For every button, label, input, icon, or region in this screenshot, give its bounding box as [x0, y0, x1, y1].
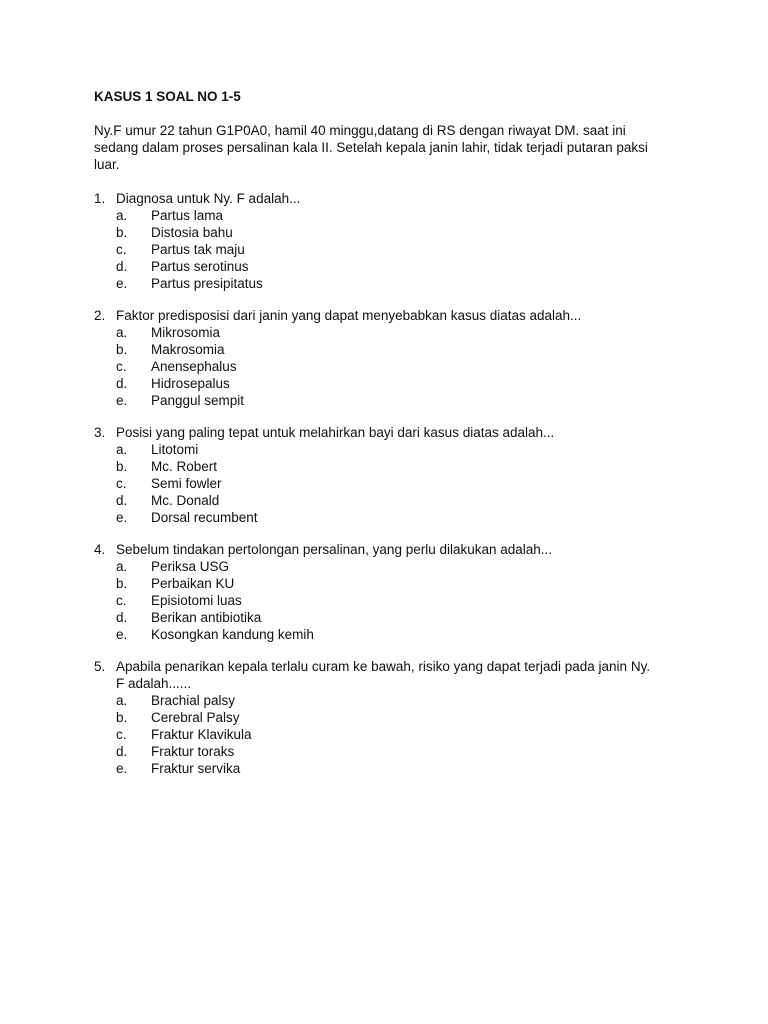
- option-text: Fraktur Klavikula: [151, 727, 252, 742]
- option-text: Fraktur toraks: [151, 744, 235, 759]
- option-text: Fraktur servika: [151, 761, 241, 776]
- question-2: [94, 307, 654, 409]
- option-letter: a.: [116, 442, 128, 457]
- question-header: [94, 190, 654, 207]
- answer-option: [94, 358, 654, 375]
- option-letter: e.: [116, 627, 128, 642]
- answer-option: [94, 275, 654, 292]
- option-text: Berikan antibiotika: [151, 610, 262, 625]
- document-title: KASUS 1 SOAL NO 1-5: [94, 89, 241, 104]
- answer-option: [94, 207, 654, 224]
- option-letter: a.: [116, 559, 128, 574]
- question-header: [94, 307, 654, 324]
- option-letter: c.: [116, 476, 127, 491]
- question-5: [94, 658, 654, 777]
- answer-option: [94, 626, 654, 643]
- answer-option: [94, 692, 654, 709]
- option-letter: e.: [116, 761, 128, 776]
- question-number: 5.: [94, 659, 106, 674]
- question-text: Sebelum tindakan pertolongan persalinan, yang perlu dilakukan adalah...: [116, 542, 553, 557]
- answer-option: [94, 726, 654, 743]
- option-text: Dorsal recumbent: [151, 510, 258, 525]
- answer-options: [94, 324, 654, 409]
- answer-option: [94, 375, 654, 392]
- option-letter: a.: [116, 693, 128, 708]
- option-text: Periksa USG: [151, 559, 230, 574]
- option-text: Distosia bahu: [151, 225, 233, 240]
- option-letter: a.: [116, 208, 128, 223]
- answer-option: [94, 341, 654, 358]
- option-text: Hidrosepalus: [151, 376, 230, 391]
- option-letter: d.: [116, 259, 128, 274]
- option-letter: d.: [116, 744, 128, 759]
- answer-option: [94, 592, 654, 609]
- option-text: Cerebral Palsy: [151, 710, 240, 725]
- option-letter: b.: [116, 576, 128, 591]
- document-page: [94, 88, 654, 792]
- option-text: Perbaikan KU: [151, 576, 235, 591]
- question-text: Apabila penarikan kepala terlalu curam ke bawah, risiko yang dapat terjadi pada janin Ny. F adalah......: [116, 659, 651, 691]
- question-number: 3.: [94, 425, 106, 440]
- option-letter: d.: [116, 376, 128, 391]
- question-header: [94, 658, 654, 692]
- option-letter: b.: [116, 342, 128, 357]
- question-number: 2.: [94, 308, 106, 323]
- option-text: Anensephalus: [151, 359, 237, 374]
- question-number: 1.: [94, 191, 106, 206]
- question-text: Posisi yang paling tepat untuk melahirkan bayi dari kasus diatas adalah...: [116, 425, 555, 440]
- answer-option: [94, 241, 654, 258]
- option-letter: e.: [116, 276, 128, 291]
- question-header: [94, 541, 654, 558]
- answer-options: [94, 558, 654, 643]
- answer-option: [94, 609, 654, 626]
- answer-option: [94, 743, 654, 760]
- answer-option: [94, 558, 654, 575]
- case-description: Ny.F umur 22 tahun G1P0A0, hamil 40 minggu,datang di RS dengan riwayat DM. saat ini sedang dalam proses persalinan kala II. Setelah kepala janin lahir, tidak terjadi putaran paksi luar.: [94, 123, 648, 172]
- option-text: Partus presipitatus: [151, 276, 263, 291]
- option-text: Kosongkan kandung kemih: [151, 627, 314, 642]
- option-text: Makrosomia: [151, 342, 225, 357]
- option-letter: b.: [116, 225, 128, 240]
- answer-option: [94, 441, 654, 458]
- option-letter: e.: [116, 510, 128, 525]
- option-text: Episiotomi luas: [151, 593, 242, 608]
- option-letter: c.: [116, 727, 127, 742]
- answer-options: [94, 207, 654, 292]
- answer-option: [94, 392, 654, 409]
- question-number: 4.: [94, 542, 106, 557]
- option-letter: d.: [116, 610, 128, 625]
- answer-option: [94, 509, 654, 526]
- option-letter: e.: [116, 393, 128, 408]
- question-4: [94, 541, 654, 643]
- question-header: [94, 424, 654, 441]
- option-text: Mc. Donald: [151, 493, 220, 508]
- option-letter: a.: [116, 325, 128, 340]
- option-letter: c.: [116, 359, 127, 374]
- answer-option: [94, 760, 654, 777]
- answer-option: [94, 458, 654, 475]
- option-letter: d.: [116, 493, 128, 508]
- answer-options: [94, 441, 654, 526]
- option-text: Partus tak maju: [151, 242, 245, 257]
- option-text: Partus serotinus: [151, 259, 249, 274]
- question-1: [94, 190, 654, 292]
- answer-option: [94, 575, 654, 592]
- question-text: Faktor predisposisi dari janin yang dapat menyebabkan kasus diatas adalah...: [116, 308, 582, 323]
- answer-option: [94, 709, 654, 726]
- option-text: Panggul sempit: [151, 393, 245, 408]
- option-letter: c.: [116, 593, 127, 608]
- question-text: Diagnosa untuk Ny. F adalah...: [116, 191, 301, 206]
- option-text: Mikrosomia: [151, 325, 221, 340]
- answer-option: [94, 258, 654, 275]
- option-text: Mc. Robert: [151, 459, 218, 474]
- answer-option: [94, 475, 654, 492]
- question-3: [94, 424, 654, 526]
- answer-option: [94, 492, 654, 509]
- option-text: Semi fowler: [151, 476, 222, 491]
- answer-options: [94, 692, 654, 777]
- option-text: Brachial palsy: [151, 693, 236, 708]
- option-letter: c.: [116, 242, 127, 257]
- option-letter: b.: [116, 459, 128, 474]
- option-letter: b.: [116, 710, 128, 725]
- option-text: Partus lama: [151, 208, 224, 223]
- answer-option: [94, 324, 654, 341]
- option-text: Litotomi: [151, 442, 199, 457]
- answer-option: [94, 224, 654, 241]
